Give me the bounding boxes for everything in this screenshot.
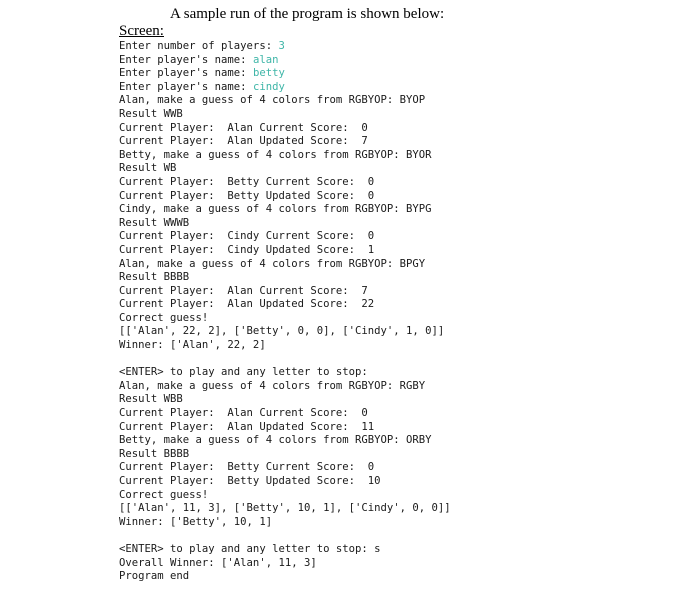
console-line bbox=[119, 502, 451, 516]
console-line-text: Current Player: Cindy Updated Score: 1 bbox=[119, 243, 375, 256]
console-line bbox=[119, 407, 451, 421]
console-line bbox=[119, 475, 451, 489]
console-line bbox=[119, 122, 451, 136]
console-line-text: <ENTER> to play and any letter to stop: bbox=[119, 366, 368, 379]
console-line bbox=[119, 312, 451, 326]
console-line-text: Cindy, make a guess of 4 colors from RGBYOP: BYPG bbox=[119, 203, 432, 216]
console-line-text: Alan, make a guess of 4 colors from RGBYOP: BYOP bbox=[119, 94, 426, 107]
console-line-text: Overall Winner: ['Alan', 11, 3] bbox=[119, 556, 317, 569]
console-line bbox=[119, 434, 451, 448]
page-heading: A sample run of the program is shown below: bbox=[170, 6, 445, 22]
console-line-text: Current Player: Alan Current Score: 7 bbox=[119, 284, 368, 297]
console-line-text: Correct guess! bbox=[119, 488, 209, 501]
console-line bbox=[119, 271, 451, 285]
console-line bbox=[119, 149, 451, 163]
console-line-text: Current Player: Betty Updated Score: 10 bbox=[119, 475, 381, 487]
console-line-text: Result BBBB bbox=[119, 271, 190, 284]
console-line-text: Alan, make a guess of 4 colors from RGBYOP: BPGY bbox=[119, 257, 426, 270]
console-line bbox=[119, 162, 451, 176]
console-line bbox=[119, 393, 451, 407]
console-line-text: [['Alan', 11, 3], ['Betty', 10, 1], ['Cindy', 0, 0]] bbox=[119, 502, 451, 515]
user-input-text: cindy bbox=[252, 80, 285, 93]
console-line-text: Current Player: Alan Current Score: 0 bbox=[119, 121, 368, 134]
user-input-text: betty bbox=[252, 67, 285, 80]
console-line-text: Betty, make a guess of 4 colors from RGBYOP: ORBY bbox=[119, 434, 432, 447]
console-line-text: Current Player: Alan Updated Score: 11 bbox=[119, 420, 375, 433]
console-line bbox=[119, 339, 451, 353]
console-line bbox=[119, 421, 451, 435]
console-line bbox=[119, 325, 451, 339]
console-line bbox=[119, 285, 451, 299]
console-line bbox=[119, 190, 451, 204]
console-line-text: Current Player: Betty Updated Score: 0 bbox=[119, 189, 375, 202]
console-line-text: [['Alan', 22, 2], ['Betty', 0, 0], ['Cindy', 1, 0]] bbox=[119, 325, 445, 338]
console-line bbox=[119, 81, 451, 95]
console-line-text: Current Player: Alan Current Score: 0 bbox=[119, 407, 368, 420]
console-line-text: Program end bbox=[119, 570, 190, 583]
console-line-text: Result WWWB bbox=[119, 216, 190, 229]
console-line-text: Enter player's name: bbox=[119, 53, 253, 66]
console-line-text: Current Player: Betty Current Score: 0 bbox=[119, 461, 375, 474]
console-line-text: Correct guess! bbox=[119, 311, 209, 324]
console-line bbox=[119, 570, 451, 584]
console-line-text: Winner: ['Betty', 10, 1] bbox=[119, 515, 273, 528]
console-line bbox=[119, 54, 451, 68]
console-line bbox=[119, 135, 451, 149]
console-output bbox=[119, 40, 451, 584]
console-line bbox=[119, 176, 451, 190]
console-line-text: Result WWB bbox=[119, 107, 183, 120]
console-line-text: Current Player: Cindy Current Score: 0 bbox=[119, 230, 375, 243]
console-line bbox=[119, 543, 451, 557]
console-line bbox=[119, 461, 451, 475]
console-line-text: Betty, make a guess of 4 colors from RGBYOP: BYOR bbox=[119, 148, 432, 161]
console-line bbox=[119, 230, 451, 244]
console-line-text: <ENTER> to play and any letter to stop: s bbox=[119, 542, 381, 555]
console-line-text: Current Player: Alan Updated Score: 22 bbox=[119, 298, 375, 311]
console-line-text: Enter player's name: bbox=[119, 80, 253, 93]
user-input-text: alan bbox=[252, 53, 279, 66]
console-line-text: Enter player's name: bbox=[119, 67, 253, 80]
console-line bbox=[119, 67, 451, 81]
console-line bbox=[119, 40, 451, 54]
console-line bbox=[119, 529, 451, 543]
console-line bbox=[119, 203, 451, 217]
console-line-text: Result BBBB bbox=[119, 447, 190, 460]
console-line bbox=[119, 448, 451, 462]
console-line bbox=[119, 217, 451, 231]
console-line bbox=[119, 108, 451, 122]
user-input-text: 3 bbox=[278, 40, 285, 52]
console-line bbox=[119, 353, 451, 367]
console-line bbox=[119, 244, 451, 258]
console-line-text: Alan, make a guess of 4 colors from RGBYOP: RGBY bbox=[119, 379, 426, 392]
console-line bbox=[119, 380, 451, 394]
console-line-text: Enter number of players: bbox=[119, 40, 279, 52]
console-line bbox=[119, 258, 451, 272]
console-line bbox=[119, 489, 451, 503]
console-line bbox=[119, 94, 451, 108]
console-line-text: Current Player: Alan Updated Score: 7 bbox=[119, 135, 368, 148]
console-line bbox=[119, 298, 451, 312]
console-line-text: Current Player: Betty Current Score: 0 bbox=[119, 175, 375, 188]
console-line-text: Winner: ['Alan', 22, 2] bbox=[119, 339, 266, 352]
console-line-text: Result WB bbox=[119, 162, 177, 175]
console-line bbox=[119, 557, 451, 571]
console-line-text: Result WBB bbox=[119, 393, 183, 406]
screen-label: Screen: bbox=[119, 23, 164, 39]
console-line bbox=[119, 366, 451, 380]
console-line bbox=[119, 516, 451, 530]
